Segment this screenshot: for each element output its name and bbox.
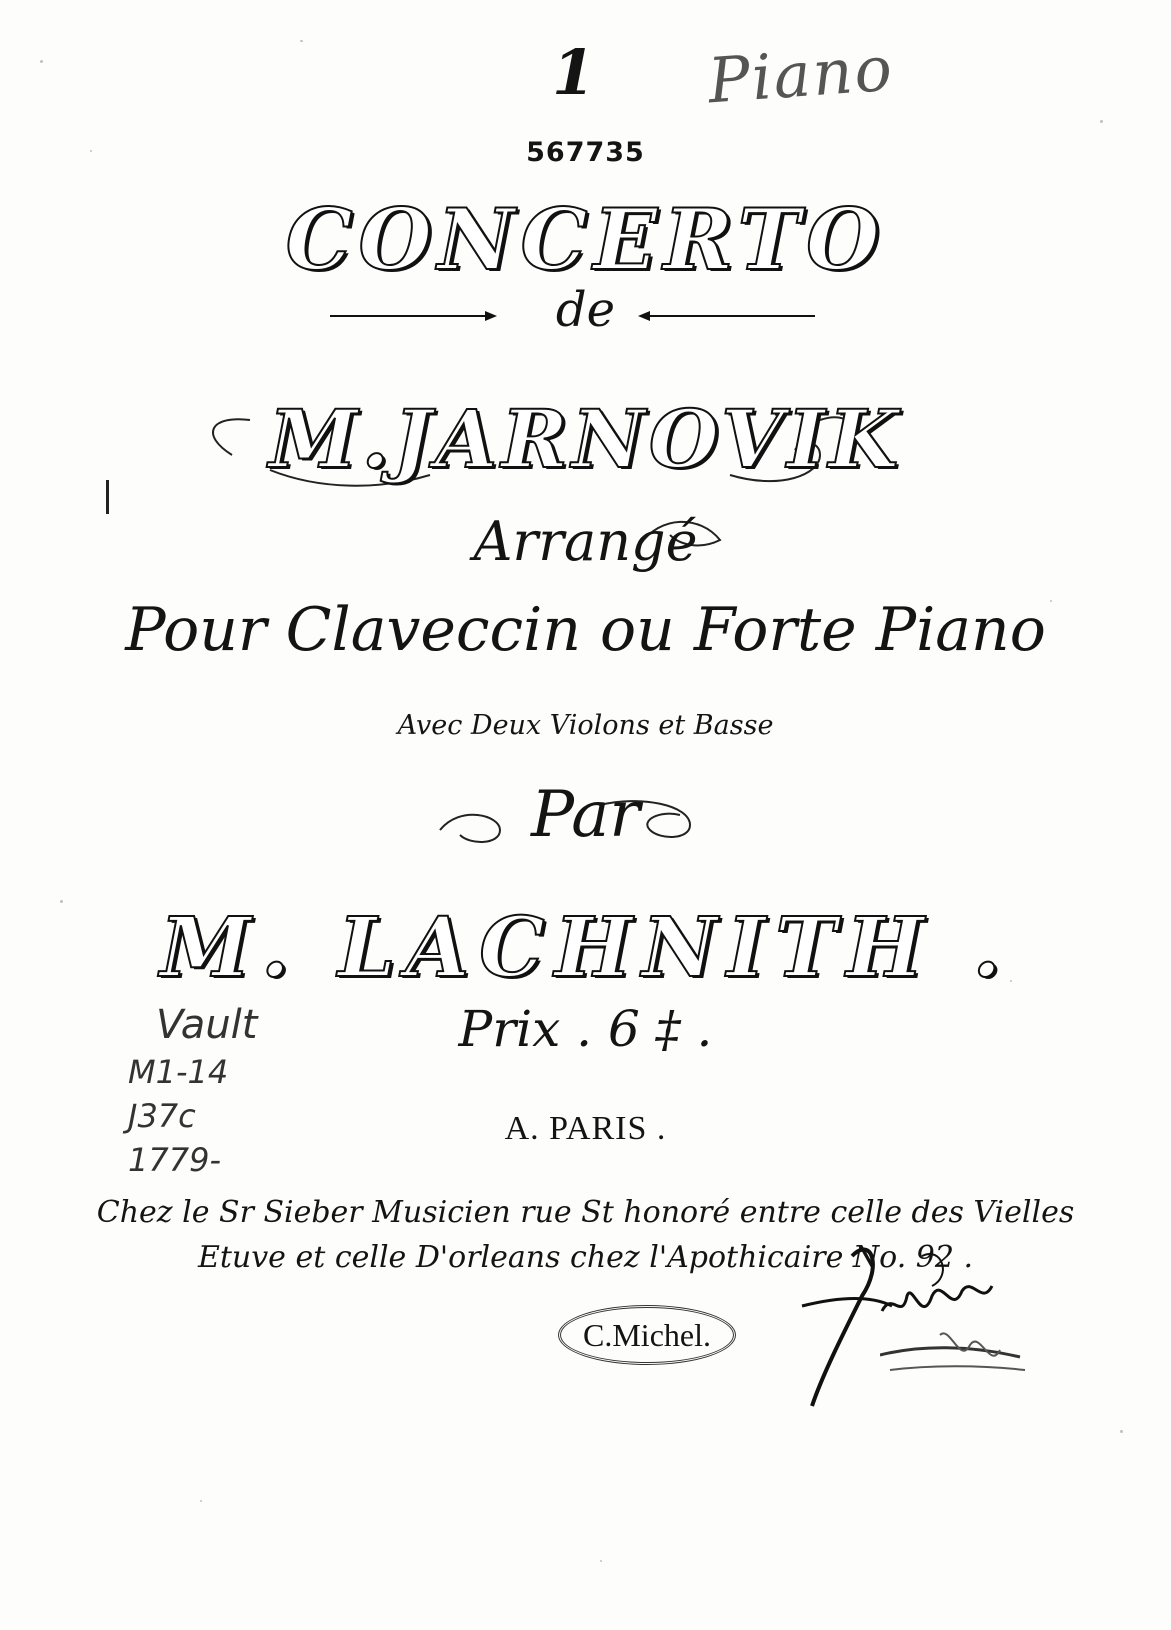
accompaniment: Avec Deux Violons et Basse	[397, 710, 774, 741]
shelfmark-line: M1-14	[128, 1053, 229, 1091]
signature-flourish	[880, 1315, 1030, 1395]
work-title: CONCERTO	[285, 190, 886, 289]
handwritten-note: Piano	[705, 31, 897, 118]
instrument: Pour Claveccin ou Forte Piano	[125, 595, 1046, 665]
shelfmark-line: Vault	[156, 1002, 258, 1048]
publisher-address-line2: Etuve et celle D'orleans chez l'Apothicaire No. 92 .	[197, 1240, 974, 1275]
composer-name: M.JARNOVIK	[268, 392, 903, 486]
catalog-number: 567735	[526, 137, 645, 168]
arranger-name: M. LACHNITH .	[160, 900, 1011, 996]
sheet-number: 1	[552, 36, 596, 109]
shelfmark-line: J37c	[128, 1097, 196, 1135]
par-label: Par	[531, 778, 640, 852]
publisher-address-line1: Chez le Sr Sieber Musicien rue St honoré entre celle des Vielles	[96, 1195, 1075, 1230]
library-shelfmark	[128, 1000, 257, 1182]
publisher-stamp: C.Michel.	[558, 1305, 736, 1365]
price: Prix . 6 ‡ .	[458, 1000, 713, 1058]
publisher-city: A. PARIS .	[504, 1110, 667, 1147]
shelfmark-line: 1779-	[128, 1141, 221, 1179]
arranged-label: Arrangé	[473, 510, 698, 573]
preposition: de	[555, 282, 616, 338]
